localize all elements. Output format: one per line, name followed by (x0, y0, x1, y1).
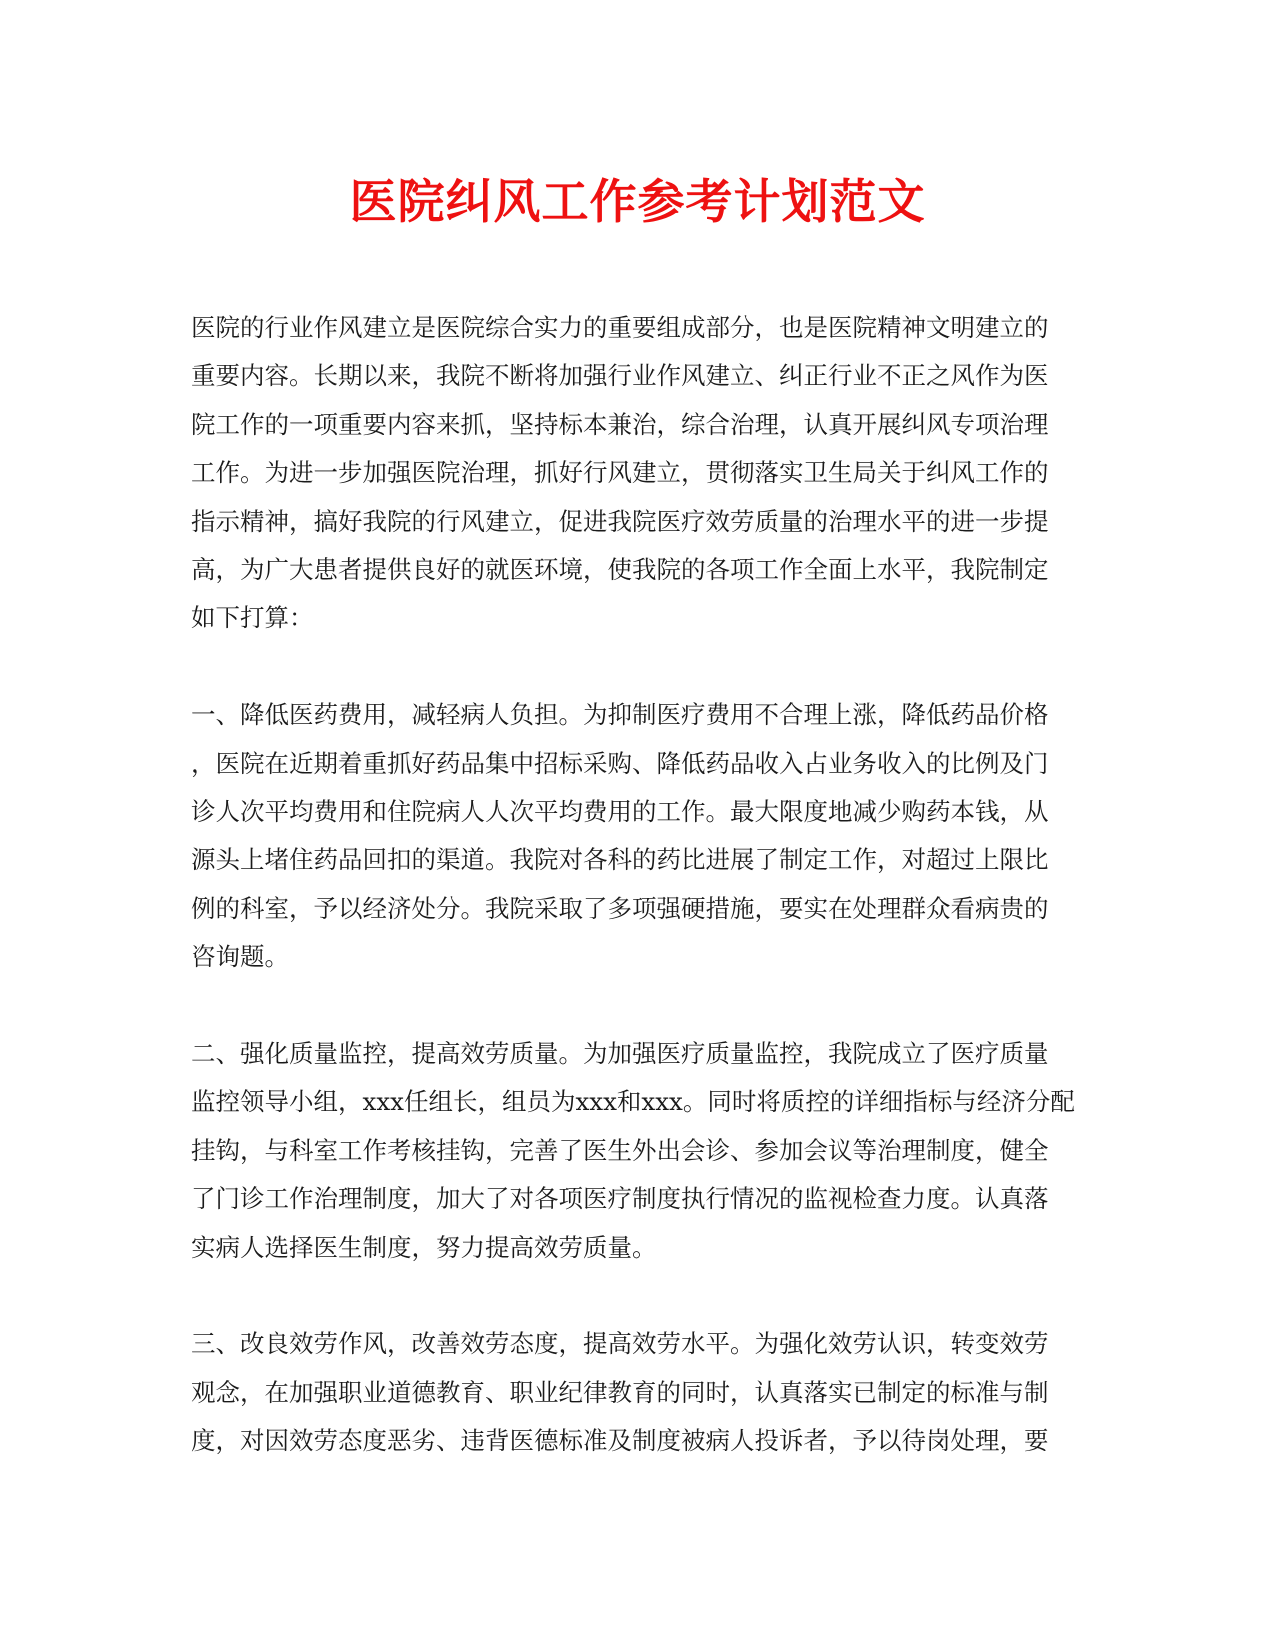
paragraph-section-3: 三、改良效劳作风，改善效劳态度，提高效劳水平。为强化效劳认识，转变效劳 观念，在加强职业道德教育、职业纪律教育的同时，认真落实已制定的标准与制 度，对因效劳态度恶劣、违背医德标准及制度被病人投诉者，予以待岗处理，要 (191, 1329, 1049, 1456)
document-body (191, 304, 1081, 1466)
paragraph-section-1: 一、降低医药费用，减轻病人负担。为抑制医疗费用不合理上涨，降低药品价格 ，医院在近期着重抓好药品集中招标采购、降低药品收入占业务收入的比例及门 诊人次平均费用和住院病人人次平均费用的工作。最大限度地减少购药本钱，从 源头上堵住药品回扣的渠道。我院对各科的药比进展了制定工作，对超过上限比 例的科室，予以经济处分。我院采取了多项强硬措施，要实在处理群众看病贵的 咨询题。 (191, 700, 1049, 972)
document-title: 医院纠风工作参考计划范文 (349, 175, 926, 230)
paragraph-intro: 医院的行业作风建立是医院综合实力的重要组成部分，也是医院精神文明建立的 重要内容。长期以来，我院不断将加强行业作风建立、纠正行业不正之风作为医 院工作的一项重要内容来抓，坚持标本兼治，综合治理，认真开展纠风专项治理 工作。为进一步加强医院治理，抓好行风建立，贯彻落实卫生局关于纠风工作的 指示精神，搞好我院的行风建立，促进我院医疗效劳质量的治理水平的进一步提 高，为广大患者提供良好的就医环境，使我院的各项工作全面上水平，我院制定 如下打算： (191, 313, 1049, 633)
paragraph-section-2: 二、强化质量监控，提高效劳质量。为加强医疗质量监控，我院成立了医疗质量 监控领导小组，xxx任组长，组员为xxx和xxx。同时将质控的详细指标与经济分配 挂钩，与科室工作考核挂钩，完善了医生外出会诊、参加会议等治理制度，健全 了门诊工作治理制度，加大了对各项医疗制度执行情况的监视检查力度。认真落 实病人选择医生制度，努力提高效劳质量。 (191, 1039, 1075, 1262)
